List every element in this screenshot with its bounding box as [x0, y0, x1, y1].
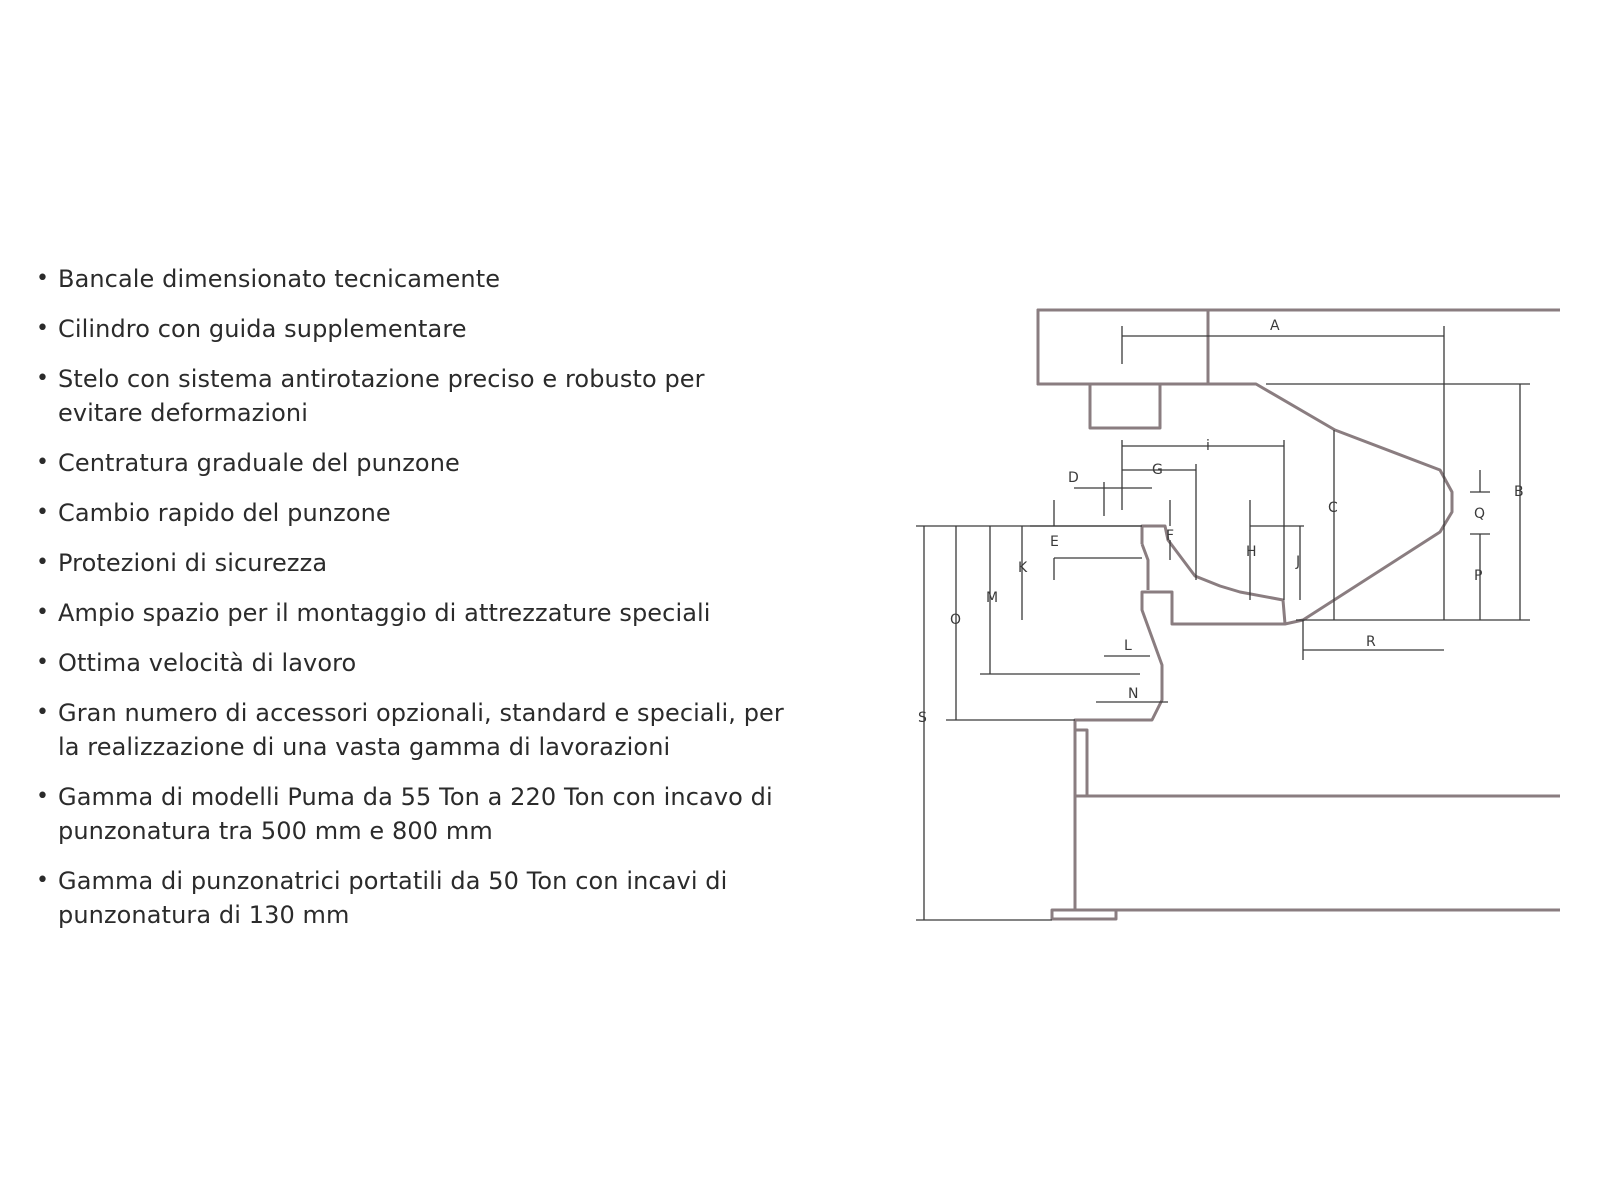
bullet-icon: •	[36, 450, 50, 475]
throat-profile	[1142, 526, 1285, 624]
bullet-icon: •	[36, 316, 50, 341]
feature-item	[34, 312, 794, 346]
label-h: H	[1246, 544, 1257, 560]
bullet-icon: •	[36, 700, 50, 725]
feature-item	[34, 864, 794, 932]
label-m: M	[986, 590, 999, 606]
label-o: O	[950, 612, 962, 628]
label-c: C	[1328, 500, 1338, 516]
punch-profile	[1142, 544, 1148, 590]
feature-text: Centratura graduale del punzone	[58, 449, 460, 477]
label-a: A	[1270, 318, 1280, 334]
feature-text: Ampio spazio per il montaggio di attrezzature speciali	[58, 599, 711, 627]
label-b: B	[1514, 484, 1524, 500]
bullet-icon: •	[36, 600, 50, 625]
feature-item	[34, 696, 794, 764]
label-n: N	[1128, 686, 1139, 702]
punch-holder-block	[1090, 384, 1160, 428]
feature-text: Ottima velocità di lavoro	[58, 649, 357, 677]
feature-list	[34, 262, 794, 948]
base-guard	[1075, 730, 1087, 796]
machine-outline	[1038, 310, 1560, 919]
ram-block	[1038, 310, 1208, 384]
feature-item	[34, 546, 794, 580]
label-s: S	[918, 710, 927, 726]
feature-text: Gamma di modelli Puma da 55 Ton a 220 Ton con incavo di punzonatura tra 500 mm e 800 mm	[58, 783, 773, 845]
label-e: E	[1050, 534, 1059, 550]
label-p: P	[1474, 568, 1483, 584]
label-r: R	[1366, 634, 1376, 650]
bullet-icon: •	[36, 650, 50, 675]
foot	[1052, 910, 1116, 919]
label-i: i	[1206, 438, 1210, 454]
feature-text: Protezioni di sicurezza	[58, 549, 328, 577]
feature-text: Gamma di punzonatrici portatili da 50 Ton con incavi di punzonatura di 130 mm	[58, 867, 728, 929]
feature-text: Gran numero di accessori opzionali, standard e speciali, per la realizzazione di una vasta gamma di lavorazioni	[58, 699, 784, 761]
feature-text: Stelo con sistema antirotazione preciso e robusto per evitare deformazioni	[58, 365, 705, 427]
label-g: G	[1152, 462, 1163, 478]
feature-text: Bancale dimensionato tecnicamente	[58, 265, 501, 293]
feature-text: Cambio rapido del punzone	[58, 499, 391, 527]
label-j: J	[1296, 554, 1301, 570]
feature-item	[34, 596, 794, 630]
label-d: D	[1068, 470, 1079, 486]
feature-item	[34, 496, 794, 530]
bullet-icon: •	[36, 868, 50, 893]
feature-item	[34, 262, 794, 296]
feature-item	[34, 780, 794, 848]
feature-item	[34, 646, 794, 680]
label-f: F	[1166, 528, 1175, 544]
machine-dimension-diagram	[900, 290, 1560, 930]
frame-outline	[1038, 310, 1560, 910]
bullet-icon: •	[36, 500, 50, 525]
label-q: Q	[1474, 506, 1486, 522]
label-l: L	[1124, 638, 1132, 654]
bullet-icon: •	[36, 784, 50, 809]
feature-item	[34, 362, 794, 430]
feature-item	[34, 446, 794, 480]
bullet-icon: •	[36, 550, 50, 575]
bullet-icon: •	[36, 266, 50, 291]
feature-text: Cilindro con guida supplementare	[58, 315, 467, 343]
label-k: K	[1018, 560, 1028, 576]
dimension-labels	[918, 318, 1524, 726]
bullet-icon: •	[36, 366, 50, 391]
